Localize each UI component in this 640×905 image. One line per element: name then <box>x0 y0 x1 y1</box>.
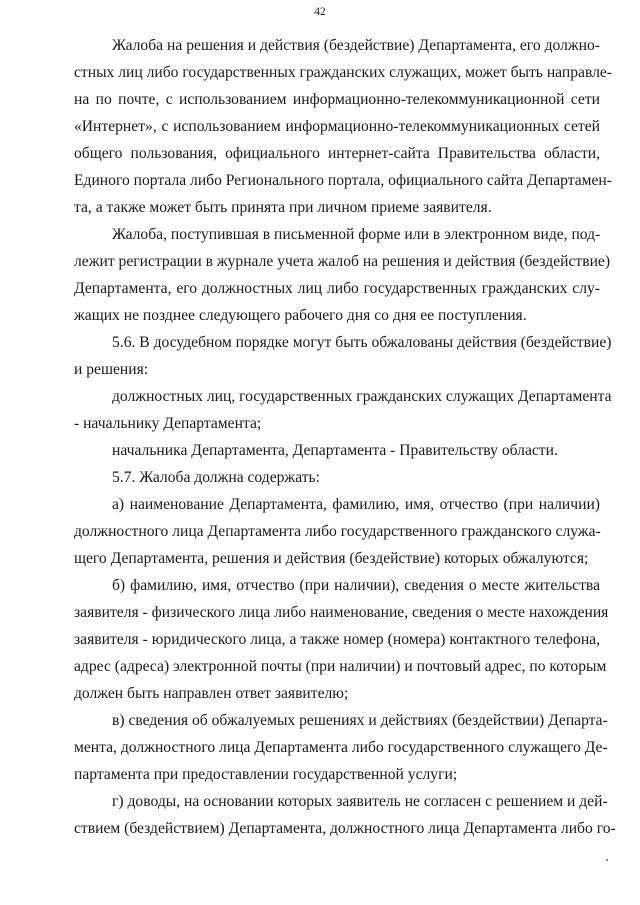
text-line: и решения: <box>74 361 149 378</box>
text-line: «Интернет», с использованием информационно-телекоммуникационных сетей <box>74 118 600 135</box>
text-line: адрес (адреса) электронной почты (при наличии) и почтовый адрес, по которым <box>74 658 607 675</box>
text-line: в) сведения об обжалуемых решениях и действиях (бездействии) Департа- <box>112 712 608 729</box>
text-line: 5.6. В досудебном порядке могут быть обжалованы действия (бездействие) <box>112 334 612 351</box>
text-line: мента, должностного лица Департамента либо государственного служащего Де- <box>74 739 608 756</box>
text-line: Единого портала либо Регионального портала, официального сайта Департамен- <box>74 172 612 189</box>
text-line: должностных лиц, государственных гражданских служащих Департамента <box>112 388 612 405</box>
text-line: ствием (бездействием) Департамента, должностного лица Департамента либо го- <box>74 820 616 837</box>
text-line: лежит регистрации в журнале учета жалоб на решения и действия (бездействие) <box>74 253 611 270</box>
text-line: начальника Департамента, Департамента - Правительству области. <box>112 442 558 459</box>
text-line: 5.7. Жалоба должна содержать: <box>112 469 320 486</box>
text-line: общего пользования, официального интернет-сайта Правительства области, <box>74 145 600 162</box>
text-line: Жалоба на решения и действия (бездействие) Департамента, его должно- <box>112 37 600 54</box>
text-line: а) наименование Департамента, фамилию, имя, отчество (при наличии) <box>112 496 600 513</box>
text-line: б) фамилию, имя, отчество (при наличии), сведения о месте жительства <box>112 577 600 594</box>
text-line: должностного лица Департамента либо государственного гражданского служа- <box>74 523 601 540</box>
text-line: заявителя - юридического лица, а также номер (номера) контактного телефона, <box>74 631 600 648</box>
page-number: 42 <box>314 6 326 18</box>
text-line: Жалоба, поступившая в письменной форме или в электронном виде, под- <box>112 226 601 243</box>
text-line: заявителя - физического лица либо наименование, сведения о месте нахождения <box>74 604 609 621</box>
text-line: партамента при предоставлении государственной услуги; <box>74 766 458 783</box>
text-line: жащих не позднее следующего рабочего дня со дня ее поступления. <box>74 307 527 324</box>
scan-speck <box>606 859 608 861</box>
text-line: на по почте, с использованием информационно-телекоммуникационной сети <box>74 91 600 108</box>
text-line: Департамента, его должностных лиц либо государственных гражданских слу- <box>74 280 600 297</box>
text-line: г) доводы, на основании которых заявитель не согласен с решением и дей- <box>112 793 608 810</box>
text-line: стных лиц либо государственных гражданских служащих, может быть направле- <box>74 64 612 81</box>
text-line: щего Департамента, решения и действия (бездействие) которых обжалуются; <box>74 550 589 567</box>
text-line: - начальнику Департамента; <box>74 415 262 432</box>
text-line: та, а также может быть принята при личном приеме заявителя. <box>74 199 492 216</box>
text-line: должен быть направлен ответ заявителю; <box>74 685 349 702</box>
